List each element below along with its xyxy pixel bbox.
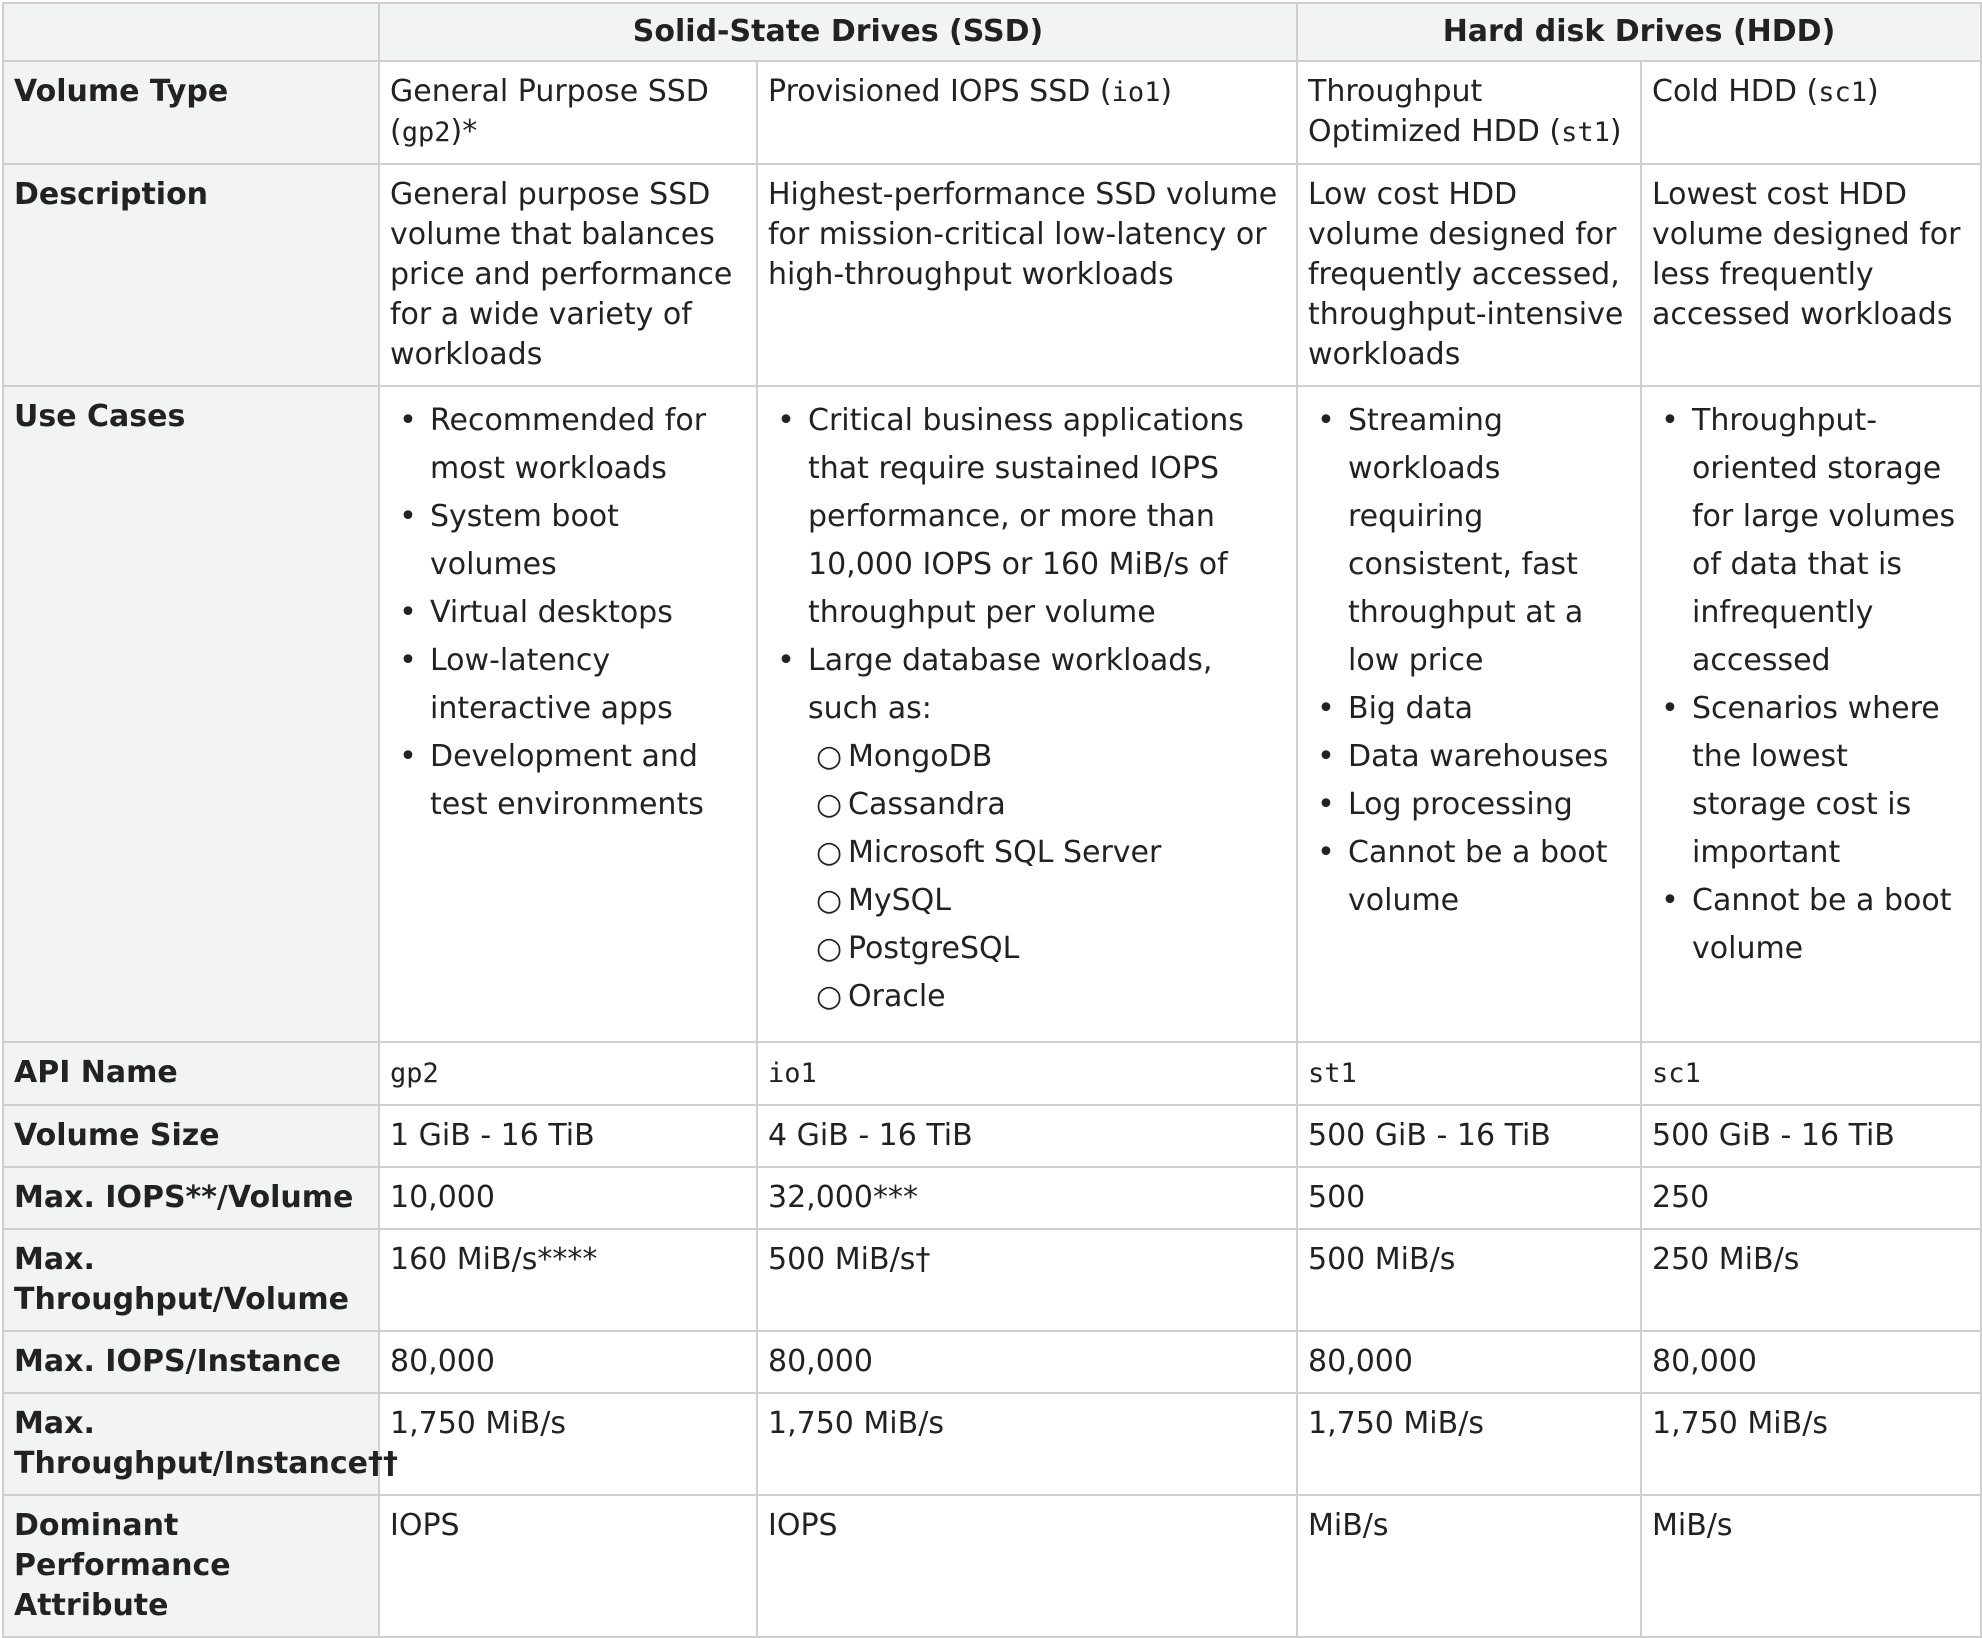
list-item: • Critical business applications that require sustained IOPS performance, or more than 10,000 IOPS or 160 MiB/s of throughput per volume: [777, 403, 1244, 630]
list-item: • Cannot be a boot volume: [1317, 835, 1608, 918]
database-sublist: [808, 733, 1286, 1021]
use-case-list: [1308, 397, 1630, 925]
list-item: • Throughput-oriented storage for large volumes of data that is infrequently accessed: [1661, 403, 1956, 678]
volume-type-row: [3, 61, 1981, 164]
max-throughput-volume-st1: 500 MiB/s: [1297, 1229, 1641, 1331]
max-iops-instance-sc1: 80,000: [1641, 1331, 1981, 1393]
max-iops-instance-gp2: 80,000: [379, 1331, 757, 1393]
max-throughput-volume-io1: 500 MiB/s†: [757, 1229, 1297, 1331]
use-cases-sc1: [1641, 386, 1981, 1042]
list-item: • Data warehouses: [1317, 739, 1609, 774]
description-st1: Low cost HDD volume designed for frequently accessed, throughput-intensive workloads: [1297, 164, 1641, 386]
group-header-row: [3, 3, 1981, 61]
row-label-dominant-attribute: Dominant Performance Attribute: [3, 1495, 379, 1637]
volume-size-sc1: 500 GiB - 16 TiB: [1641, 1105, 1981, 1167]
volume-size-io1: 4 GiB - 16 TiB: [757, 1105, 1297, 1167]
api-name-st1: st1: [1297, 1042, 1641, 1105]
list-item: ○ Oracle: [816, 979, 946, 1014]
max-iops-instance-io1: 80,000: [757, 1331, 1297, 1393]
list-item: • Log processing: [1317, 787, 1573, 822]
max-iops-volume-sc1: 250: [1641, 1167, 1981, 1229]
use-cases-gp2: [379, 386, 757, 1042]
dominant-attribute-gp2: IOPS: [379, 1495, 757, 1637]
api-name-row: [3, 1042, 1981, 1105]
dominant-attribute-io1: IOPS: [757, 1495, 1297, 1637]
max-throughput-instance-io1: 1,750 MiB/s: [757, 1393, 1297, 1495]
use-case-list: [768, 397, 1286, 1021]
row-label-api-name: API Name: [3, 1042, 379, 1105]
list-item: • Large database workloads, such as: ○ MongoDB ○ Cassandra ○ Microsoft SQL Server ○ MySQL ○ PostgreSQL ○ Oracle: [808, 637, 1286, 1021]
row-label-max-throughput-instance: Max. Throughput/Instance††: [3, 1393, 379, 1495]
list-item: ○ Microsoft SQL Server: [816, 835, 1162, 870]
list-item: • Low-latency interactive apps: [399, 643, 673, 726]
description-sc1: Lowest cost HDD volume designed for less frequently accessed workloads: [1641, 164, 1981, 386]
max-throughput-volume-gp2: 160 MiB/s****: [379, 1229, 757, 1331]
list-item: • Recommended for most workloads: [399, 403, 707, 486]
list-item: • Development and test environments: [399, 739, 704, 822]
max-iops-volume-io1: 32,000***: [757, 1167, 1297, 1229]
volume-size-row: [3, 1105, 1981, 1167]
volume-size-gp2: 1 GiB - 16 TiB: [379, 1105, 757, 1167]
description-gp2: General purpose SSD volume that balances price and performance for a wide variety of workloads: [379, 164, 757, 386]
list-item: • Big data: [1317, 691, 1474, 726]
max-throughput-volume-row: [3, 1229, 1981, 1331]
list-item: ○ MongoDB: [816, 739, 993, 774]
row-label-max-iops-instance: Max. IOPS/Instance: [3, 1331, 379, 1393]
ssd-group-header: Solid-State Drives (SSD): [379, 3, 1297, 61]
row-label-volume-type: Volume Type: [3, 61, 379, 164]
volume-size-st1: 500 GiB - 16 TiB: [1297, 1105, 1641, 1167]
list-item: • Virtual desktops: [399, 595, 673, 630]
max-iops-volume-st1: 500: [1297, 1167, 1641, 1229]
max-iops-volume-gp2: 10,000: [379, 1167, 757, 1229]
use-cases-io1: [757, 386, 1297, 1042]
description-row: [3, 164, 1981, 386]
max-throughput-instance-gp2: 1,750 MiB/s: [379, 1393, 757, 1495]
max-throughput-volume-sc1: 250 MiB/s: [1641, 1229, 1981, 1331]
dominant-attribute-sc1: MiB/s: [1641, 1495, 1981, 1637]
list-item: • Cannot be a boot volume: [1661, 883, 1952, 966]
list-item: ○ PostgreSQL: [816, 931, 1020, 966]
list-item: • System boot volumes: [399, 499, 619, 582]
description-io1: Highest-performance SSD volume for mission-critical low-latency or high-throughput workloads: [757, 164, 1297, 386]
max-iops-instance-st1: 80,000: [1297, 1331, 1641, 1393]
ebs-volume-types-table: [2, 2, 1982, 1638]
list-item: • Streaming workloads requiring consistent, fast throughput at a low price: [1317, 403, 1584, 678]
row-label-volume-size: Volume Size: [3, 1105, 379, 1167]
corner-cell: [3, 3, 379, 61]
use-case-list: [1652, 397, 1970, 973]
row-label-max-iops-volume: Max. IOPS**/Volume: [3, 1167, 379, 1229]
api-name-sc1: sc1: [1641, 1042, 1981, 1105]
max-iops-volume-row: [3, 1167, 1981, 1229]
dominant-attribute-st1: MiB/s: [1297, 1495, 1641, 1637]
row-label-description: Description: [3, 164, 379, 386]
use-case-list: [390, 397, 746, 829]
max-throughput-instance-row: [3, 1393, 1981, 1495]
volume-type-io1: Provisioned IOPS SSD (io1): [757, 61, 1297, 164]
volume-type-sc1: Cold HDD (sc1): [1641, 61, 1981, 164]
use-cases-st1: [1297, 386, 1641, 1042]
hdd-group-header: Hard disk Drives (HDD): [1297, 3, 1981, 61]
api-name-io1: io1: [757, 1042, 1297, 1105]
max-iops-instance-row: [3, 1331, 1981, 1393]
volume-type-gp2: General Purpose SSD (gp2)*: [379, 61, 757, 164]
row-label-use-cases: Use Cases: [3, 386, 379, 1042]
list-item: • Scenarios where the lowest storage cost is important: [1661, 691, 1940, 870]
row-label-max-throughput-volume: Max. Throughput/Volume: [3, 1229, 379, 1331]
list-item: ○ Cassandra: [816, 787, 1006, 822]
max-throughput-instance-sc1: 1,750 MiB/s: [1641, 1393, 1981, 1495]
max-throughput-instance-st1: 1,750 MiB/s: [1297, 1393, 1641, 1495]
list-item: ○ MySQL: [816, 883, 952, 918]
api-name-gp2: gp2: [379, 1042, 757, 1105]
use-cases-row: [3, 386, 1981, 1042]
volume-type-st1: Throughput Optimized HDD (st1): [1297, 61, 1641, 164]
